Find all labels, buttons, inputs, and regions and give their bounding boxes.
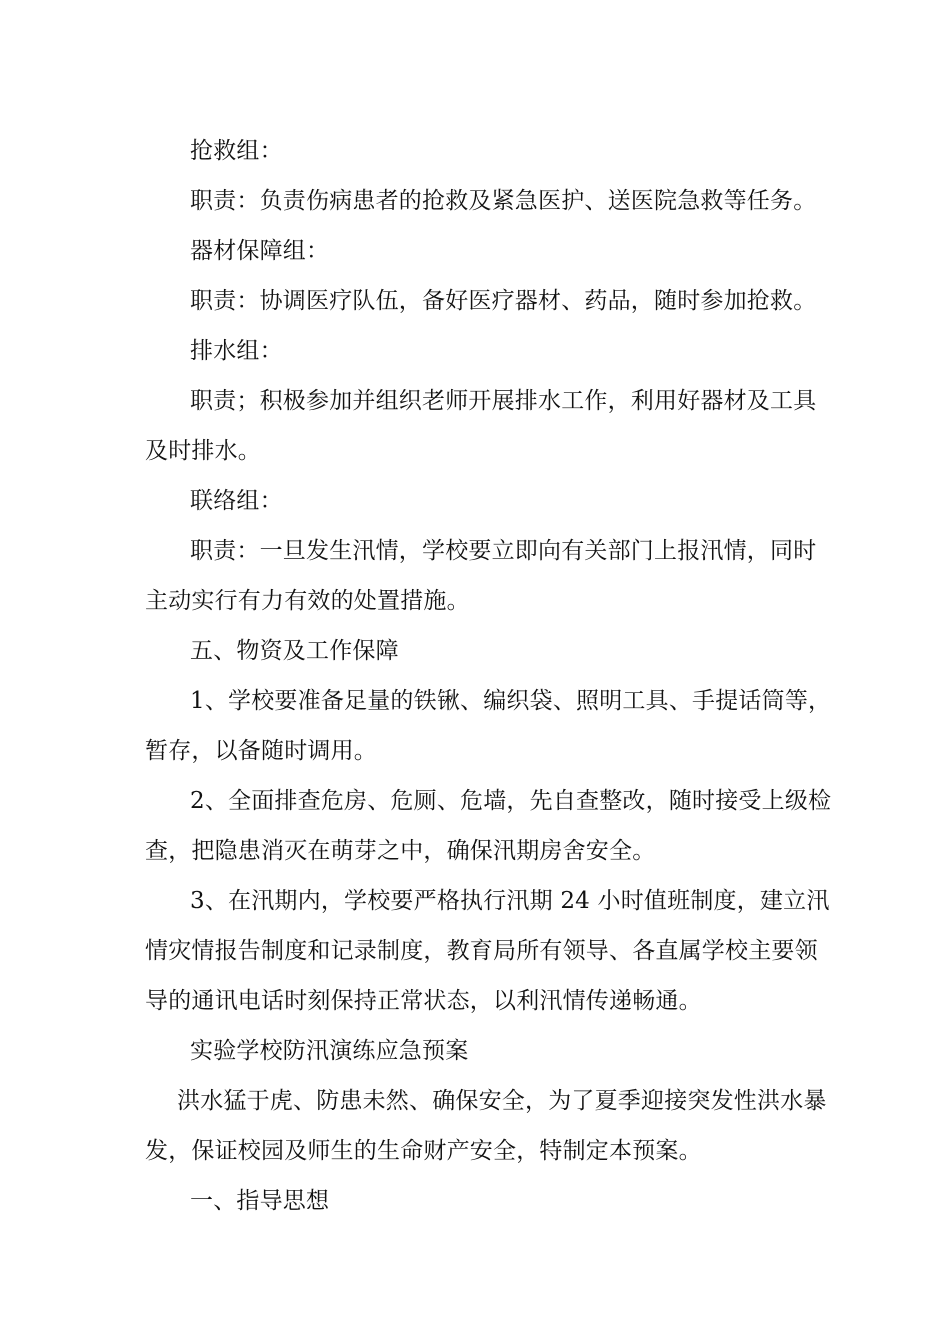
text-line: 职责：协调医疗队伍，备好医疗器材、药品，随时参加抢救。 [190,288,817,314]
text-line: 职责：负责伤病患者的抢救及紧急医护、送医院急救等任务。 [190,188,817,214]
document-title: 实验学校防汛演练应急预案 [190,1038,469,1064]
text-line: 1、学校要准备足量的铁锹、编织袋、照明工具、手提话筒等， [190,688,832,714]
text-line: 器材保障组： [190,238,330,264]
text-line: 情灾情报告制度和记录制度，教育局所有领导、各直属学校主要领 [145,938,818,964]
text-line: 查，把隐患消灭在萌芽之中，确保汛期房舍安全。 [145,838,656,864]
text-line: 排水组： [190,338,283,364]
text-line: 洪水猛于虎、防患未然、确保安全，为了夏季迎接突发性洪水暴 [177,1088,827,1114]
section-heading: 五、物资及工作保障 [190,638,399,664]
text-line: 2、全面排查危房、危厕、危墙，先自查整改，随时接受上级检 [190,788,832,814]
text-line: 职责；积极参加并组织老师开展排水工作，利用好器材及工具 [190,388,817,414]
text-line: 3、在汛期内，学校要严格执行汛期 24 小时值班制度，建立汛 [190,888,830,914]
text-line: 导的通讯电话时刻保持正常状态，以利汛情传递畅通。 [145,988,702,1014]
text-line: 及时排水。 [145,438,261,464]
section-heading: 一、指导思想 [190,1188,330,1214]
text-line: 发，保证校园及师生的生命财产安全，特制定本预案。 [145,1138,702,1164]
text-line: 暂存，以备随时调用。 [145,738,377,764]
text-line: 联络组： [190,488,283,514]
text-line: 主动实行有力有效的处置措施。 [145,588,470,614]
text-line: 职责：一旦发生汛情，学校要立即向有关部门上报汛情，同时 [190,538,817,564]
text-line: 抢救组： [190,138,283,164]
